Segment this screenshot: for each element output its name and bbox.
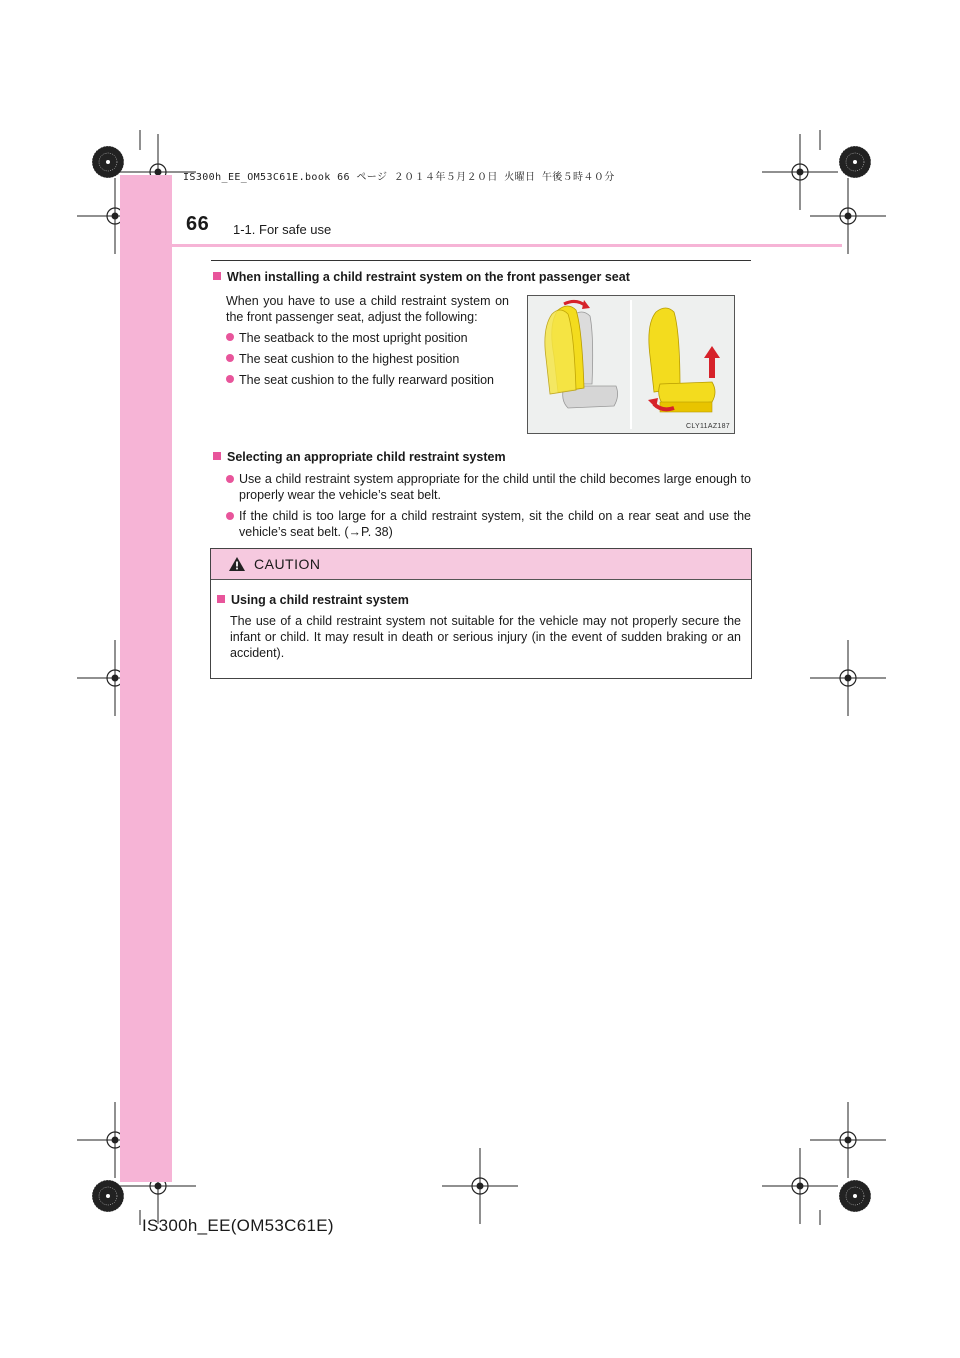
round-bullet-icon (226, 512, 234, 520)
round-bullet-icon (226, 375, 234, 383)
figure-code: CLY11AZ187 (686, 423, 730, 430)
heading-text: When installing a child restraint system on the front passenger seat (227, 270, 630, 284)
bullet-text: The seat cushion to the highest position (239, 352, 460, 366)
bullet-item (226, 352, 459, 366)
bullet-text: The seatback to the most upright position (239, 331, 468, 345)
section-title: 1-1. For safe use (233, 222, 332, 237)
footer-model-code: IS300h_EE(OM53C61E) (142, 1216, 334, 1235)
round-bullet-icon (226, 354, 234, 362)
bullet-item (226, 471, 751, 503)
round-bullet-icon (226, 333, 234, 341)
square-bullet-icon (217, 595, 225, 603)
square-bullet-icon (213, 272, 221, 280)
bullet-item (226, 373, 494, 387)
bullet-text: If the child is too large for a child restraint system, sit the child on a rear seat and use the vehicle’s seat belt. (→P. 38) (239, 509, 751, 539)
warning-icon (228, 556, 246, 572)
content-divider (211, 260, 751, 261)
heading-selecting (213, 450, 506, 464)
bullet-item (226, 331, 468, 345)
seat-adjustment-figure (527, 295, 735, 434)
caution-subheading (217, 593, 409, 607)
page-number: 66 (186, 213, 210, 235)
caution-body: The use of a child restraint system not suitable for the vehicle may not properly secure the infant or child. It may result in death or serious injury (in the event of sudden braking or an accident). (230, 614, 741, 660)
caution-title: CAUTION (254, 556, 321, 572)
side-tab-bar (120, 175, 172, 1182)
heading-front-passenger (213, 270, 630, 284)
bullet-text: Use a child restraint system appropriate for the child until the child becomes large enough to properly wear the vehicle’s seat belt. (239, 472, 751, 502)
caution-header (211, 549, 751, 580)
caution-subheading-text: Using a child restraint system (231, 593, 409, 607)
header-rule (120, 244, 842, 247)
seat-illustration (528, 296, 734, 433)
square-bullet-icon (213, 452, 221, 460)
file-stamp: IS300h_EE_OM53C61E.book 66 ページ ２０１４年５月２０日 火曜日 午後５時４０分 (183, 172, 615, 183)
intro-paragraph: When you have to use a child restraint system on the front passenger seat, adjust the following: (226, 294, 509, 324)
bullet-text: The seat cushion to the fully rearward position (239, 373, 494, 387)
bullet-item (226, 508, 751, 540)
round-bullet-icon (226, 475, 234, 483)
caution-box (210, 548, 752, 679)
heading-text: Selecting an appropriate child restraint system (227, 450, 506, 464)
